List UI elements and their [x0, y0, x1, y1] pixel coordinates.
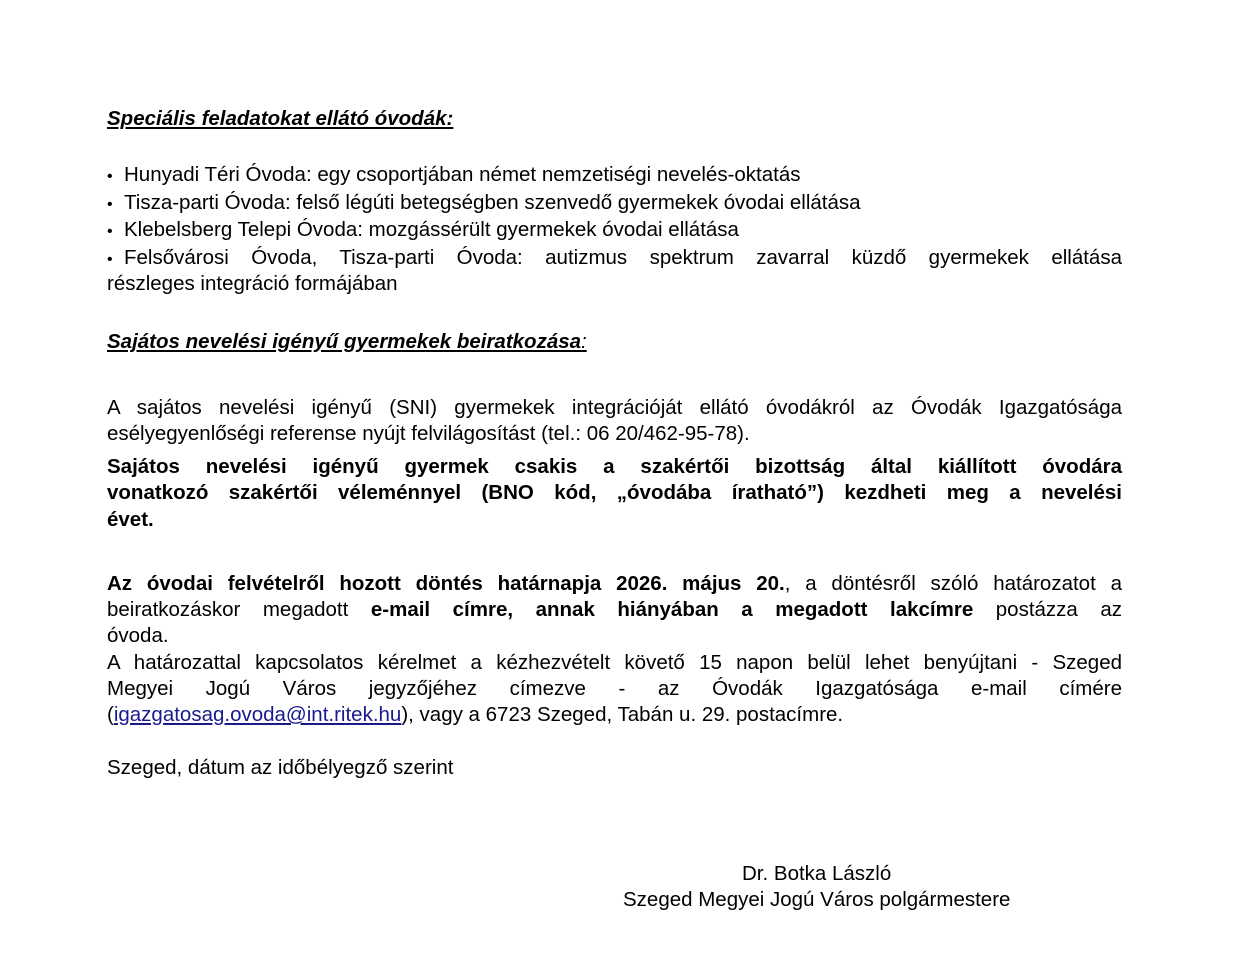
- paragraph-line-bold: évet.: [107, 508, 154, 531]
- paragraph-line: A határozattal kapcsolatos kérelmet a kézhezvételt követő 15 napon belül lehet benyújtani - Szeged: [107, 651, 1122, 674]
- list-item: •Tisza-parti Óvoda: felső légúti betegségben szenvedő gyermekek óvodai ellátása: [107, 191, 1122, 215]
- list-item: •Klebelsberg Telepi Óvoda: mozgássérült gyermekek óvodai ellátása: [107, 218, 1122, 242]
- bullet-icon: [107, 163, 124, 187]
- section-heading-special-kindergartens: Speciális feladatokat ellátó óvodák:: [107, 107, 454, 130]
- paragraph-line: Megyei Jogú Város jegyzőjéhez címezve - az Óvodák Igazgatósága e-mail címére: [107, 677, 1122, 700]
- paragraph-line: beiratkozáskor megadott e-mail címre, annak hiányában a megadott lakcímre postázza az: [107, 598, 1123, 621]
- list-item: •Felsővárosi Óvoda, Tisza-parti Óvoda: autizmus spektrum zavarral küzdő gyermekek ellátása: [107, 246, 1122, 270]
- section-heading-sni-enrollment: Sajátos nevelési igényű gyermekek beiratkozása:: [107, 330, 587, 353]
- paragraph-line-bold: vonatkozó szakértői véleménnyel (BNO kód, „óvodába íratható”) kezdheti meg a nevelési: [107, 481, 1122, 504]
- list-item-continuation: részleges integráció formájában: [107, 272, 398, 295]
- paragraph-line: esélyegyenlőségi referense nyújt felvilágosítást (tel.: 06 20/462-95-78).: [107, 422, 750, 445]
- paragraph-line: óvoda.: [107, 624, 169, 647]
- signer-title: Szeged Megyei Jogú Város polgármestere: [623, 888, 1011, 911]
- paragraph-line: A sajátos nevelési igényű (SNI) gyermekek integrációját ellátó óvodákról az Óvodák Igazgatósága: [107, 396, 1122, 419]
- place-and-date: Szeged, dátum az időbélyegző szerint: [107, 756, 454, 779]
- paragraph-line-bold: Sajátos nevelési igényű gyermek csakis a szakértői bizottság által kiállított óvodára: [107, 455, 1122, 478]
- decision-deadline-line: Az óvodai felvételről hozott döntés határnapja 2026. május 20., a döntésről szóló határozatot a: [107, 572, 1122, 595]
- signer-name: Dr. Botka László: [742, 862, 892, 885]
- bullet-icon: [107, 246, 124, 270]
- bullet-icon: [107, 218, 124, 242]
- bullet-icon: [107, 191, 124, 215]
- list-item: •Hunyadi Téri Óvoda: egy csoportjában német nemzetiségi nevelés-oktatás: [107, 163, 1122, 187]
- email-link[interactable]: igazgatosag.ovoda@int.ritek.hu: [113, 703, 402, 726]
- paragraph-line: (igazgatosag.ovoda@int.ritek.hu), vagy a 6723 Szeged, Tabán u. 29. postacímre.: [107, 703, 844, 726]
